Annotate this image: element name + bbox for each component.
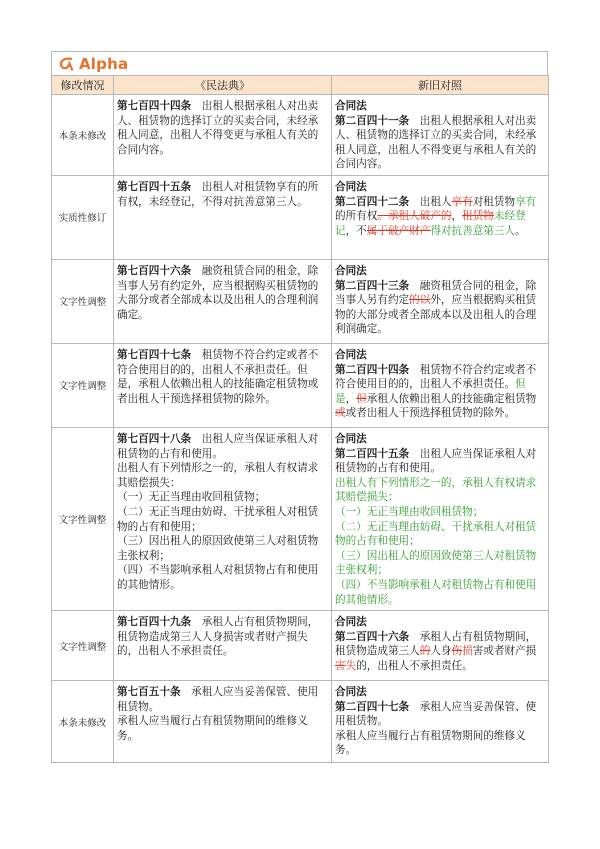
- contract-law-cell: [332, 95, 549, 176]
- text-segment: 承租人应当妥善保管、使用租赁物。: [335, 700, 537, 728]
- text-segment: 人身: [430, 645, 452, 658]
- text-segment: 出租人有下列情形之一的，承租人有权请求其赔偿损失：: [335, 476, 537, 504]
- contract-law-cell: [332, 175, 549, 259]
- contract-law-source: 合同法: [335, 180, 367, 193]
- civil-code-article-number: 第七百四十五条: [117, 180, 192, 193]
- contract-law-paragraph: [335, 520, 545, 549]
- contract-law-source: 合同法: [335, 348, 367, 361]
- text-segment: 出租人: [419, 195, 452, 208]
- civil-code-cell: 第七百四十九条 承租人占有租赁物期间，租赁物造成第三人人身损害或者财产损失的，出租人不承担责任。: [114, 611, 332, 681]
- civil-code-paragraph: 承租人应当履行占有租赁物期间的维修义务。: [117, 715, 308, 742]
- civil-code-cell: 第七百四十七条 租赁物不符合约定或者不符合使用目的的，出租人不承担责任。但是，承租人依赖出租人的技能确定租赁物或者出租人干预选择租赁物的除外。: [114, 343, 332, 427]
- text-segment: 的，出租人不承担责任。: [356, 659, 473, 672]
- table-row: [52, 343, 549, 427]
- contract-law-article-number: 第二百四十六条: [335, 630, 410, 643]
- deleted-text: 。承租人破产的: [377, 210, 452, 223]
- contract-law-paragraph: [335, 505, 545, 520]
- deleted-text: 租赁物: [462, 210, 494, 223]
- civil-code-article-number: 第七百四十六条: [117, 264, 192, 277]
- table-row: [52, 95, 549, 176]
- civil-code-paragraph: （二）无正当理由妨碍、干扰承租人对租赁物的占有和使用；: [117, 505, 319, 533]
- contract-law-article-number: 第二百四十一条: [335, 114, 410, 127]
- header-old: 《民法典》: [114, 76, 332, 95]
- text-segment: 外，应当根据购买租赁物的大部分或者全部成本以及出租人的合理利润确定。: [335, 294, 537, 336]
- table-row: [52, 175, 549, 259]
- deleted-text: 但: [356, 392, 367, 405]
- comparison-page: [51, 51, 548, 763]
- contract-law-cell: [332, 611, 549, 681]
- text-segment: （三）因出租人的原因致使第三人对租赁物主张权利；: [335, 549, 537, 577]
- table-row: [52, 681, 549, 763]
- civil-code-paragraph: （一）无正当理由收回租赁物；: [117, 491, 266, 504]
- contract-law-paragraph: [335, 700, 545, 729]
- contract-law-cell: [332, 343, 549, 427]
- text-segment: 租赁物不符合约定或者不符合使用目的的，出租人不承担责任。: [335, 363, 537, 391]
- civil-code-cell: 第七百四十六条 融资租赁合同的租金，除当事人另有约定外，应当根据购买租赁物的大部分或者全部成本以及出租人的合理利润确定。: [114, 259, 332, 343]
- text-segment: 出租人根据承租人对出卖人、租赁物的选择订立的买卖合同，未经承租人同意，出租人不得变更与承租人有关的合同内容。: [335, 114, 537, 171]
- text-segment: （一）无正当理由收回租赁物；: [335, 505, 484, 518]
- text-segment: ，: [451, 210, 463, 223]
- contract-law-paragraph: [335, 549, 545, 578]
- text-segment: ，不: [345, 224, 367, 237]
- contract-law-paragraph: [335, 447, 545, 476]
- table-row: [52, 611, 549, 681]
- contract-law-article-number: 第二百四十五条: [335, 447, 410, 460]
- text-segment: 。: [515, 224, 526, 237]
- header-type: 修改情况: [52, 76, 114, 95]
- text-segment: 或者出租人干预选择租赁物的除外。: [345, 407, 516, 420]
- deleted-text: 害: [335, 659, 346, 672]
- added-text: 享有: [515, 195, 537, 208]
- text-segment: 承租人依赖出租人的技能确定租赁物: [366, 392, 537, 405]
- table-header-row: [52, 76, 549, 95]
- civil-code-paragraph: 出租人有下列情形之一的，承租人有权请求其赔偿损失：: [117, 462, 319, 489]
- deleted-text: 享有: [451, 195, 473, 208]
- civil-code-cell: 第七百四十四条 出租人根据承租人对出卖人、租赁物的选择订立的买卖合同，未经承租人同意，出租人不得变更与承租人有关的合同内容。: [114, 95, 332, 176]
- deleted-text: 伤: [451, 645, 463, 658]
- civil-code-paragraph: 第七百四十八条 出租人应当保证承租人对租赁物的占有和使用。: [117, 432, 319, 460]
- brand-bar: [51, 51, 548, 75]
- added-text: 得对抗善意第三人: [430, 224, 516, 237]
- change-type-cell: 实质性修订: [52, 175, 114, 259]
- contract-law-cell: [332, 681, 549, 763]
- change-type-cell: 文字性调整: [52, 427, 114, 610]
- civil-code-article-number: 第七百四十八条: [117, 432, 192, 445]
- civil-code-cell: [114, 681, 332, 763]
- header-new: 新旧对照: [332, 76, 549, 95]
- contract-law-cell: [332, 259, 549, 343]
- change-type-cell: 本条未修改: [52, 95, 114, 176]
- comparison-table: [51, 75, 549, 763]
- contract-law-cell: [332, 427, 549, 610]
- text-segment: 承租人占有租赁物期间，租赁物造成第三人: [335, 630, 537, 658]
- added-text: 但是: [335, 378, 526, 405]
- change-type-cell: 本条未修改: [52, 681, 114, 763]
- civil-code-article-number: 第七百四十九条: [117, 616, 192, 629]
- added-text: 损: [462, 645, 473, 658]
- contract-law-paragraph: [335, 476, 545, 505]
- text-segment: 害或者财产损: [472, 645, 537, 658]
- contract-law-source: 合同法: [335, 686, 367, 699]
- text-segment: 的所有权: [335, 210, 378, 223]
- table-row: [52, 427, 549, 610]
- text-segment: （二）无正当理由妨碍、干扰承租人对租赁物的占有和使用；: [335, 520, 537, 548]
- civil-code-article-number: 第七百五十条: [117, 686, 181, 699]
- text-segment: 融资租赁合同的租金，除当事人另有约定: [335, 279, 537, 307]
- brand-name: Alpha: [79, 54, 129, 73]
- civil-code-cell: 第七百四十五条 出租人对租赁物享有的所有权，未经登记，不得对抗善意第三人。: [114, 175, 332, 259]
- civil-code-article-number: 第七百四十四条: [117, 100, 192, 112]
- text-segment: 对租赁物: [472, 195, 516, 208]
- contract-law-article-number: 第二百四十三条: [335, 279, 410, 292]
- text-segment: 出租人应当保证承租人对租赁物的占有和使用。: [335, 447, 537, 475]
- contract-law-article-number: 第二百四十四条: [335, 363, 410, 376]
- text-segment: （四）不当影响承租人对租赁物占有和使用的其他情形。: [335, 578, 537, 606]
- change-type-cell: 文字性调整: [52, 611, 114, 681]
- contract-law-article-number: 第二百四十二条: [335, 195, 410, 208]
- civil-code-paragraph: （四）不当影响承租人对租赁物占有和使用的其他情形。: [117, 564, 319, 591]
- table-row: [52, 259, 549, 343]
- added-text: 未经登记: [335, 210, 526, 237]
- text-segment: 承租人应当履行占有租赁物期间的维修义务。: [335, 729, 526, 757]
- contract-law-source: 合同法: [335, 264, 367, 277]
- deleted-text: 或: [335, 407, 346, 420]
- civil-code-paragraph: 第七百五十条 承租人应当妥善保管、使用租赁物。: [117, 686, 319, 713]
- contract-law-paragraph: [335, 729, 545, 758]
- civil-code-cell: [114, 427, 332, 610]
- added-text: 失: [345, 659, 357, 672]
- civil-code-paragraph: （三）因出租人的原因致使第三人对租赁物主张权利；: [117, 535, 319, 562]
- deleted-text: 的以: [409, 294, 431, 307]
- change-type-cell: 文字性调整: [52, 343, 114, 427]
- text-segment: ，: [345, 392, 357, 405]
- alpha-logo-icon: [58, 55, 75, 72]
- contract-law-source: 合同法: [335, 432, 367, 445]
- contract-law-article-number: 第二百四十七条: [335, 700, 410, 713]
- civil-code-article-number: 第七百四十七条: [117, 348, 192, 361]
- contract-law-source: 合同法: [335, 100, 367, 112]
- change-type-cell: 文字性调整: [52, 259, 114, 343]
- contract-law-paragraph: [335, 578, 545, 607]
- deleted-text: 的: [419, 645, 431, 658]
- contract-law-source: 合同法: [335, 616, 367, 629]
- deleted-text: 属于破产财产: [366, 224, 431, 237]
